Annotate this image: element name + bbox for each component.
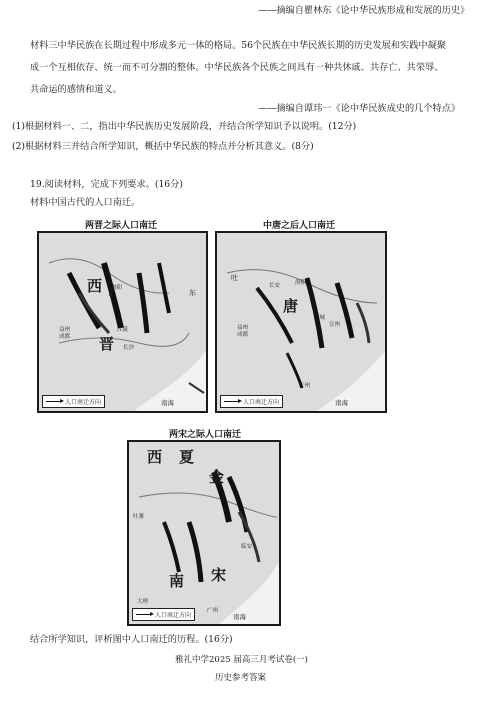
map3-label-nan: 南 bbox=[169, 572, 185, 590]
map3-place-guangzhou: 广州 bbox=[207, 608, 219, 614]
map3-place-dali: 大理 bbox=[137, 599, 149, 605]
map3-label-jin: 金 bbox=[209, 468, 225, 486]
map2-place-xuancheng: 宣城 bbox=[314, 315, 326, 321]
map1-title: 两晋之际人口南迁 bbox=[85, 221, 158, 231]
map1-place-luoyang: 洛阳 bbox=[111, 285, 123, 291]
map2-sea: 南海 bbox=[335, 399, 348, 407]
map3-label-song: 宋 bbox=[211, 566, 227, 584]
map2-place-tu: 吐 bbox=[231, 274, 238, 282]
map2-place-changan: 长安 bbox=[269, 283, 281, 289]
material3-line2: 成一个互相依存、统一而不可分割的整体。中华民族各个民族之间具有一种共休戚、共存亡、共荣辱、 bbox=[30, 62, 444, 73]
map1-graphic bbox=[39, 233, 206, 411]
map3-place-linan: 临安 bbox=[241, 544, 253, 550]
map1-legend-arrow-icon bbox=[46, 401, 62, 402]
map2-place-chengdu: 成都 bbox=[237, 332, 249, 338]
map1-place-changsha: 长沙 bbox=[123, 345, 135, 351]
map2-title: 中唐之后人口南迁 bbox=[263, 221, 336, 231]
map2-place-guangzhou: 广州 bbox=[299, 383, 311, 389]
map3-sea: 南海 bbox=[233, 613, 246, 621]
material3-source: ——摘编自谭玮一《论中华民族成史的几个特点》 bbox=[258, 103, 461, 114]
map3-graphic bbox=[129, 442, 279, 624]
map1-place-jiangling: 江陵 bbox=[117, 327, 129, 333]
footer-line2: 历史参考答案 bbox=[215, 673, 267, 683]
question-1: (1)根据材料一、二，指出中华民族历史发展阶段，并结合所学知识予以说明。(12分) bbox=[12, 121, 357, 132]
map-song-migration bbox=[127, 430, 281, 626]
map1-label-jin: 晋 bbox=[99, 335, 115, 353]
map1-label-xi: 西 bbox=[87, 277, 103, 295]
map2-legend-text: 人口南迁方向 bbox=[243, 399, 280, 406]
map1-pin bbox=[109, 293, 112, 296]
map2-legend-arrow-icon bbox=[224, 401, 240, 402]
map2-place-yizhou: 益州 bbox=[237, 325, 249, 331]
map3-legend-text: 人口南迁方向 bbox=[155, 612, 192, 619]
map3-title: 两宋之际人口南迁 bbox=[169, 430, 242, 440]
footer-line1: 雅礼中学2025 届高三月考试卷(一) bbox=[175, 655, 308, 665]
map3-legend bbox=[132, 608, 195, 621]
map3-label-xia: 夏 bbox=[179, 448, 195, 466]
map3-place-tubo: 吐蕃 bbox=[133, 514, 145, 520]
map2-label-tang: 唐 bbox=[283, 297, 299, 315]
map1-legend bbox=[42, 395, 105, 408]
map2-place-luoyang: 洛阳 bbox=[295, 280, 307, 286]
material3-line3: 共命运的感情和道义。 bbox=[30, 84, 122, 95]
q19-intro: 材料中国古代的人口南迁。 bbox=[30, 197, 141, 208]
map2-legend bbox=[220, 395, 283, 408]
map3-label-xi: 西 bbox=[147, 448, 163, 466]
map1-sea: 南海 bbox=[161, 399, 174, 407]
material2-source: ——摘编自瞿林东《论中华民族形成和发展的历史》 bbox=[258, 5, 470, 16]
map1-legend-text: 人口南迁方向 bbox=[65, 399, 102, 406]
map1-place-yizhou: 益州 bbox=[59, 327, 71, 333]
map2-place-xuanzhou: 宣州 bbox=[329, 322, 341, 328]
map3-legend-arrow-icon bbox=[136, 614, 152, 615]
question-2: (2)根据材料三并结合所学知识，概括中华民族的特点并分析其意义。(8分) bbox=[12, 141, 314, 152]
map1-place-dong: 东 bbox=[189, 289, 196, 297]
q19-title: 19.阅读材料，完成下列要求。(16分) bbox=[30, 179, 183, 190]
map1-place-chengdu: 成都 bbox=[59, 334, 71, 340]
map-tang-migration bbox=[215, 221, 387, 413]
map-jin-migration bbox=[37, 221, 208, 413]
q19-task: 结合所学知识，评析图中人口南迁的历程。(16分) bbox=[30, 634, 233, 645]
material3-line1: 材料三中华民族在长期过程中形成多元一体的格局。56个民族在中华民族长期的历史发展和实践中凝聚 bbox=[30, 40, 446, 51]
